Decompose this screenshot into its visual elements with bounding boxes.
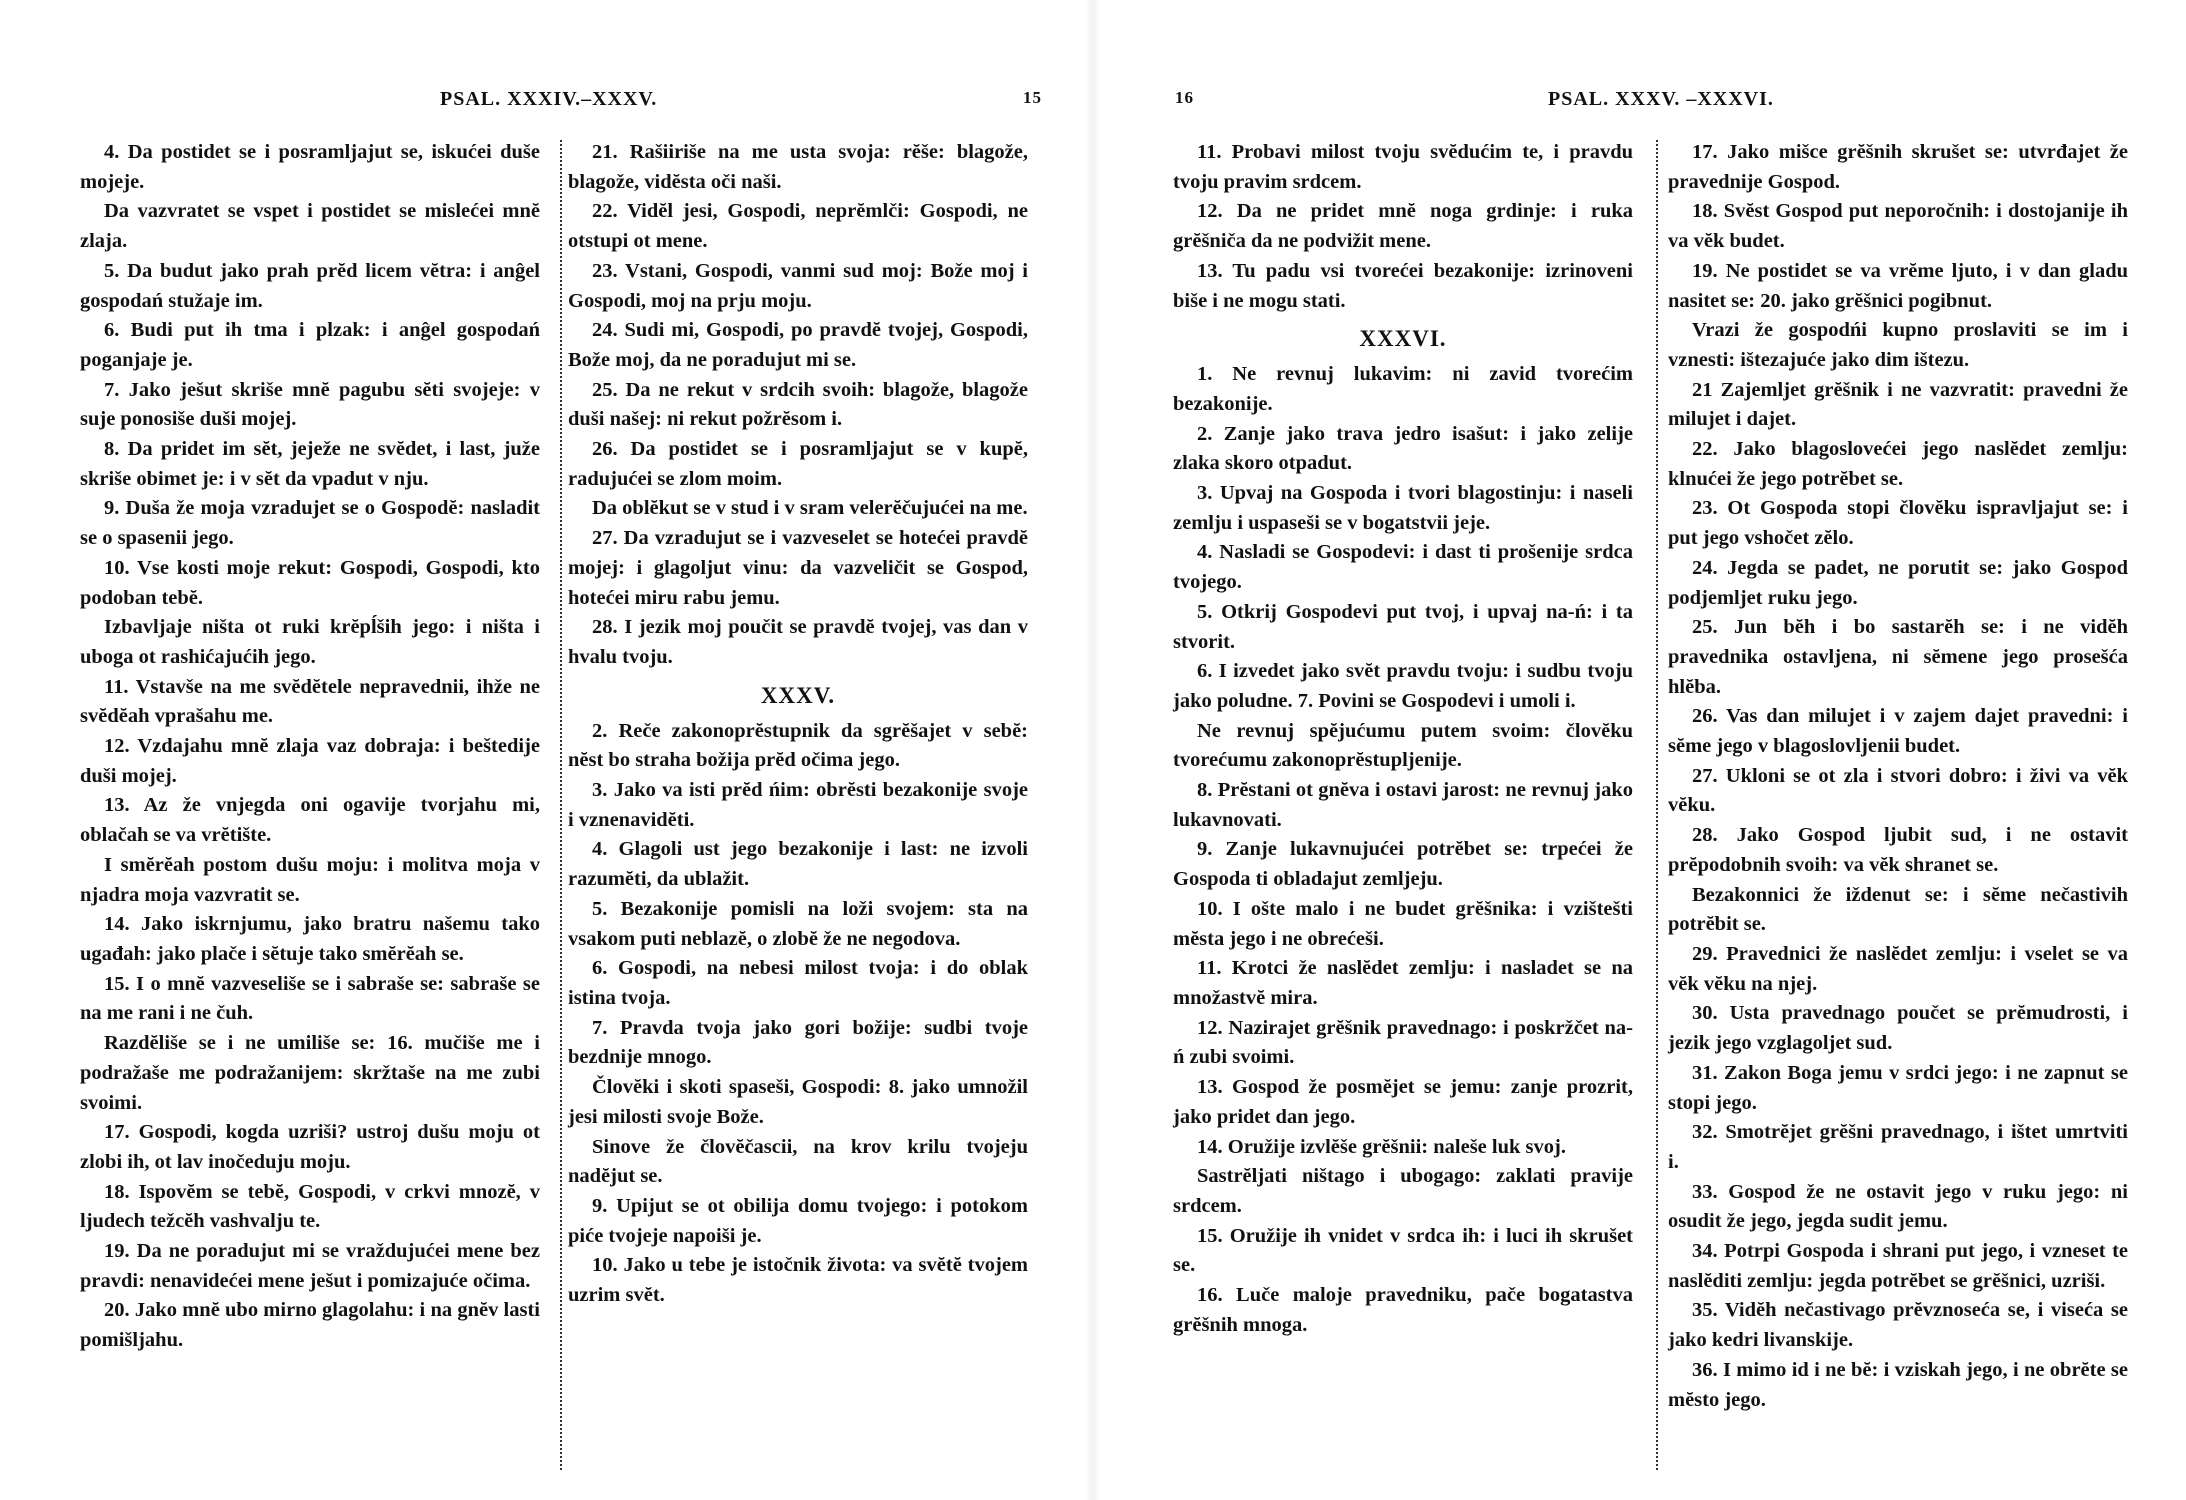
verse-paragraph: 35. Vidĕh nečastivago prĕvznoseća se, i viseća se jako kedri livanskije. [1668,1299,2128,1352]
verse-paragraph: 21 Zajemljet grĕšnik i ne vazvratit: pravedni že milujet i dajet. [1668,378,2128,431]
verse-paragraph: 25. Jun bĕh i bo sastarĕh se: i ne vidĕh pravednika ostavljena, ni sĕmene jego prosešća hlĕba. [1668,616,2128,698]
verse-paragraph: 11. Vstavše na me svĕdĕtele nepravednii, ihže ne svĕdĕah vprašahu me. [80,675,540,728]
right-column-1 [1173,138,1633,1340]
verse-paragraph: 3. Upvaj na Gospoda i tvori blagostinju: i naseli zemlju i uspaseši se v bogatstvii jeje. [1173,482,1633,534]
verse-paragraph: 5. Da budut jako prah prĕd licem vĕtra: i anĝel gospodań stužaje im. [80,259,540,312]
verse-paragraph: 21. Rašiiriše na me usta svoja: rĕše: blagože, blagože, vidĕsta oči naši. [568,141,1028,193]
verse-paragraph: Izbavljaje ništa ot ruki krĕpĺših jego: i ništa i uboga ot rashićajućih jego. [80,616,540,668]
verse-paragraph: 7. Pravda tvoja jako gori božije: sudbi tvoje bezdnije mnogo. [568,1016,1028,1069]
verse-paragraph: 19. Ne postidet se va vrĕme ljuto, i v dan gladu nasitet se: 20. jako grĕšnici pogibnut. [1668,259,2128,312]
psalm-heading: XXXV. [760,682,836,708]
verse-paragraph: 11. Probavi milost tvoju svĕdućim te, i pravdu tvoju pravim srdcem. [1173,141,1633,193]
verse-paragraph: 27. Ukloni se ot zla i stvori dobro: i živi va vĕk vĕku. [1668,764,2128,817]
verse-paragraph: 24. Sudi mi, Gospodi, po pravdĕ tvojej, Gospodi, Bože moj, da ne poradujut mi se. [568,319,1028,371]
verse-paragraph: 6. Budi put ih tma i plzak: i anĝel gospodań poganjaje je. [80,319,540,371]
verse-paragraph: 18. Ispovĕm se tebĕ, Gospodi, v crkvi mnozĕ, v ljudech težcĕh vashvalju te. [80,1180,540,1233]
verse-paragraph: 19. Da ne poradujut mi se vraždujućei mene bez pravdi: nenavidećei mene ješut i pomizajuće očima. [80,1240,540,1292]
verse-paragraph: 31. Zakon Boga jemu v srdci jego: i ne zapnut se stopi jego. [1668,1061,2128,1114]
right-column-2 [1668,138,2128,1415]
verse-paragraph: 27. Da vzradujut se i vazveselet se hotećei pravdĕ mojej: i glagoljut vinu: da vazveličit se Gospod, hotećei miru rabu jemu. [568,527,1028,609]
verse-paragraph: 13. Gospod že posmĕjet se jemu: zanje prozrit, jako pridet dan jego. [1173,1076,1633,1128]
verse-paragraph: 32. Smotrĕjet grĕšni pravednago, i ištet umrtviti i. [1668,1121,2128,1173]
right-page [1093,0,2186,1500]
verse-paragraph: 16. Luče maloje pravedniku, pače bogatastva grĕšnih mnoga. [1173,1284,1633,1336]
verse-paragraph: 4. Nasladi se Gospodevi: i dast ti prošenije srdca tvojego. [1173,541,1633,594]
verse-paragraph: Sinove že človĕčascii, na krov krilu tvojeju nadĕjut se. [568,1135,1028,1188]
verse-paragraph: 15. I o mnĕ vazveseliše se i sabraše se: sabraše se na me rani i ne čuh. [80,972,540,1025]
verse-paragraph: I smĕrĕah postom dušu moju: i molitva moja v njadra moja vazvratit se. [80,853,540,906]
verse-paragraph: 26. Vas dan milujet i v zajem dajet pravedni: i sĕme jego v blagoslovljenii budet. [1668,705,2128,758]
left-page-header [0,88,1093,118]
verse-paragraph: 15. Oružije ih vnidet v srdca ih: i luci ih skrušet se. [1173,1224,1633,1277]
verse-paragraph: 28. I jezik moj poučit se pravdĕ tvojej, vas dan v hvalu tvoju. [568,616,1028,668]
psalm-heading: XXXVI. [1359,326,1447,352]
verse-paragraph: 13. Tu padu vsi tvorećei bezakonije: izrinoveni biše i ne mogu stati. [1173,259,1633,312]
verse-paragraph: 36. I mimo id i ne bĕ: i vziskah jego, i ne obrĕte se mĕsto jego. [1668,1358,2128,1411]
verse-paragraph: 14. Jako iskrnjumu, jako bratru našemu tako ugađah: jako plače i sĕtuje tako smĕrĕah se. [80,913,540,965]
left-column-2 [568,138,1028,1311]
verse-paragraph: 12. Da ne pridet mnĕ noga grdinje: i ruka grĕšniča da ne podvižit mene. [1173,200,1633,253]
verse-paragraph: Ne revnuj spĕjućumu putem svoim: človĕku tvorećumu zakonoprĕstupljenije. [1173,719,1633,772]
verse-paragraph: 7. Jako ješut skriše mnĕ pagubu sĕti svojeje: v suje ponosiše duši mojej. [80,378,540,431]
verse-paragraph: 5. Bezakonije pomisli na loži svojem: sta na vsakom puti neblazĕ, o zlobĕ že ne negodova. [568,897,1028,950]
running-title: PSAL. XXXV. –XXXVI. [1548,88,1774,110]
verse-paragraph: 12. Vzdajahu mnĕ zlaja vaz dobraja: i beštedije duši mojej. [80,735,540,787]
running-title: PSAL. XXXIV.–XXXV. [440,88,658,110]
verse-paragraph: 22. Jako blagoslovećei jego naslĕdet zemlju: klnućei že jego potrĕbet se. [1668,438,2128,490]
verse-paragraph: 9. Zanje lukavnujućei potrĕbet se: trpećei že Gospoda ti obladajut zemljeju. [1173,838,1633,891]
verse-paragraph: Vrazi že gospodńi kupno proslaviti se im i vznesti: ištezajuće jako dim ištezu. [1668,319,2128,371]
verse-paragraph: 10. Jako u tebe je istočnik života: va svĕtĕ tvojem uzrim svĕt. [568,1254,1028,1307]
verse-paragraph: 34. Potrpi Gospoda i shrani put jego, i vzneset te naslĕditi zemlju: jegda potrĕbet se grĕšnici, uzriši. [1668,1240,2128,1292]
verse-paragraph: 23. Ot Gospoda stopi človĕku ispravljajut se: i put jego vshočet zĕlo. [1668,497,2128,550]
verse-paragraph: Da vazvratet se vspet i postidet se mislećei mnĕ zlaja. [80,200,540,253]
verse-paragraph: 2. Reče zakonoprĕstupnik da sgrĕšajet v sebĕ: nĕst bo straha božija prĕd očima jego. [568,719,1028,772]
verse-paragraph: 17. Gospodi, kogda uzriši? ustroj dušu moju ot zlobi ih, ot lav inočeduju moju. [80,1121,540,1173]
verse-paragraph: 6. I izvedet jako svĕt pravdu tvoju: i sudbu tvoju jako poludne. 7. Povini se Gospodevi i umoli i. [1173,660,1633,712]
verse-paragraph: 20. Jako mnĕ ubo mirno glagolahu: i na gnĕv lasti pomišljahu. [80,1299,540,1352]
verse-paragraph: 11. Krotci že naslĕdet zemlju: i nasladet se na množastvĕ mira. [1173,957,1633,1009]
verse-paragraph: 33. Gospod že ne ostavit jego v ruku jego: ni osudit že jego, jegda sudit jemu. [1668,1180,2128,1233]
verse-paragraph: Človĕki i skoti spaseši, Gospodi: 8. jako umnožil jesi milosti svoje Bože. [568,1076,1028,1128]
page-number: 15 [1023,88,1042,107]
verse-paragraph: 22. Vidĕl jesi, Gospodi, neprĕmlči: Gospodi, ne otstupi ot mene. [568,200,1028,253]
verse-paragraph: 9. Upijut se ot obilija domu tvojego: i potokom piće tvojeje napoiši je. [568,1194,1028,1247]
verse-paragraph: 1. Ne revnuj lukavim: ni zavid tvorećim bezakonije. [1173,363,1633,415]
verse-paragraph: 23. Vstani, Gospodi, vanmi sud moj: Bože moj i Gospodi, moj na prju moju. [568,259,1028,312]
verse-paragraph: 4. Glagoli ust jego bezakonije i last: ne izvoli razumĕti, da ublažit. [568,838,1028,891]
verse-paragraph: 14. Oružije izvlĕše grĕšnii: naleše luk svoj. [1197,1135,1566,1158]
verse-paragraph: 4. Da postidet se i posramljajut se, iskućei duše mojeje. [80,141,540,193]
column-divider [1656,140,1658,1470]
page-number: 16 [1175,88,1194,107]
verse-paragraph: 18. Svĕst Gospod put neporočnih: i dostojanije ih va vĕk budet. [1668,200,2128,253]
verse-paragraph: Da oblĕkut se v stud i v sram velerĕčujućei na me. [592,497,1028,520]
verse-paragraph: 12. Nazirajet grĕšnik pravednago: i poskržčet na-ń zubi svoimi. [1173,1016,1633,1069]
verse-paragraph: 29. Pravednici že naslĕdet zemlju: i vselet se va vĕk vĕku na njej. [1668,942,2128,995]
verse-paragraph: 24. Jegda se padet, ne porutit se: jako Gospod podjemljet ruku jego. [1668,556,2128,609]
verse-paragraph: 2. Zanje jako trava jedro isašut: i jako zelije zlaka skoro otpadut. [1173,422,1633,475]
verse-paragraph: 8. Prĕstani ot gnĕva i ostavi jarost: ne revnuj jako lukavnovati. [1173,779,1633,831]
verse-paragraph: 17. Jako mišce grĕšnih skrušet se: utvrđajet že pravednije Gospod. [1668,141,2128,193]
verse-paragraph: 30. Usta pravednago poučet se prĕmudrosti, i jezik jego vzglagoljet sud. [1668,1002,2128,1055]
verse-paragraph: Bezakonnici že iždenut se: i sĕme nečastivih potrĕbit se. [1668,883,2128,936]
verse-paragraph: Razdĕliše se i ne umiliše se: 16. mučiše me i podražaše me podražanijem: skržtaše na me zubi svoimi. [80,1032,540,1114]
verse-paragraph: 6. Gospodi, na nebesi milost tvoja: i do oblak istina tvoja. [568,957,1028,1009]
verse-paragraph: 13. Az že vnjegda oni ogavije tvorjahu mi, oblačah se va vrĕtište. [80,794,540,847]
verse-paragraph: 10. I ošte malo i ne budet grĕšnika: i vzištešti mĕsta jego i ne obrećeši. [1173,897,1633,950]
verse-paragraph: 9. Duša že moja vzradujet se o Gospodĕ: nasladit se o spasenii jego. [80,497,540,550]
verse-paragraph: 8. Da pridet im sĕt, jeježe ne svĕdet, i last, juže skriše obimet je: i v sĕt da vpadut v nju. [80,438,540,490]
verse-paragraph: Sastrĕljati ništago i ubogago: zaklati pravije srdcem. [1173,1165,1633,1217]
verse-paragraph: 26. Da postidet se i posramljajut se v kupĕ, radujućei se zlom moim. [568,438,1028,490]
verse-paragraph: 5. Otkrij Gospodevi put tvoj, i upvaj na-ń: i ta stvorit. [1173,600,1633,653]
verse-paragraph: 25. Da ne rekut v srdcih svoih: blagože, blagože duši našej: ni rekut požrĕsom i. [568,378,1028,431]
verse-paragraph: 28. Jako Gospod ljubit sud, i ne ostavit prĕpodobnih svoih: va vĕk shranet se. [1668,824,2128,876]
right-page-header [1093,88,2186,118]
verse-paragraph: 3. Jako va isti prĕd ńim: obrĕsti bezakonije svoje i vznenavidĕti. [568,779,1028,831]
column-divider [560,140,562,1470]
left-column-1 [80,138,540,1356]
verse-paragraph: 10. Vse kosti moje rekut: Gospodi, Gospodi, kto podoban tebĕ. [80,556,540,609]
